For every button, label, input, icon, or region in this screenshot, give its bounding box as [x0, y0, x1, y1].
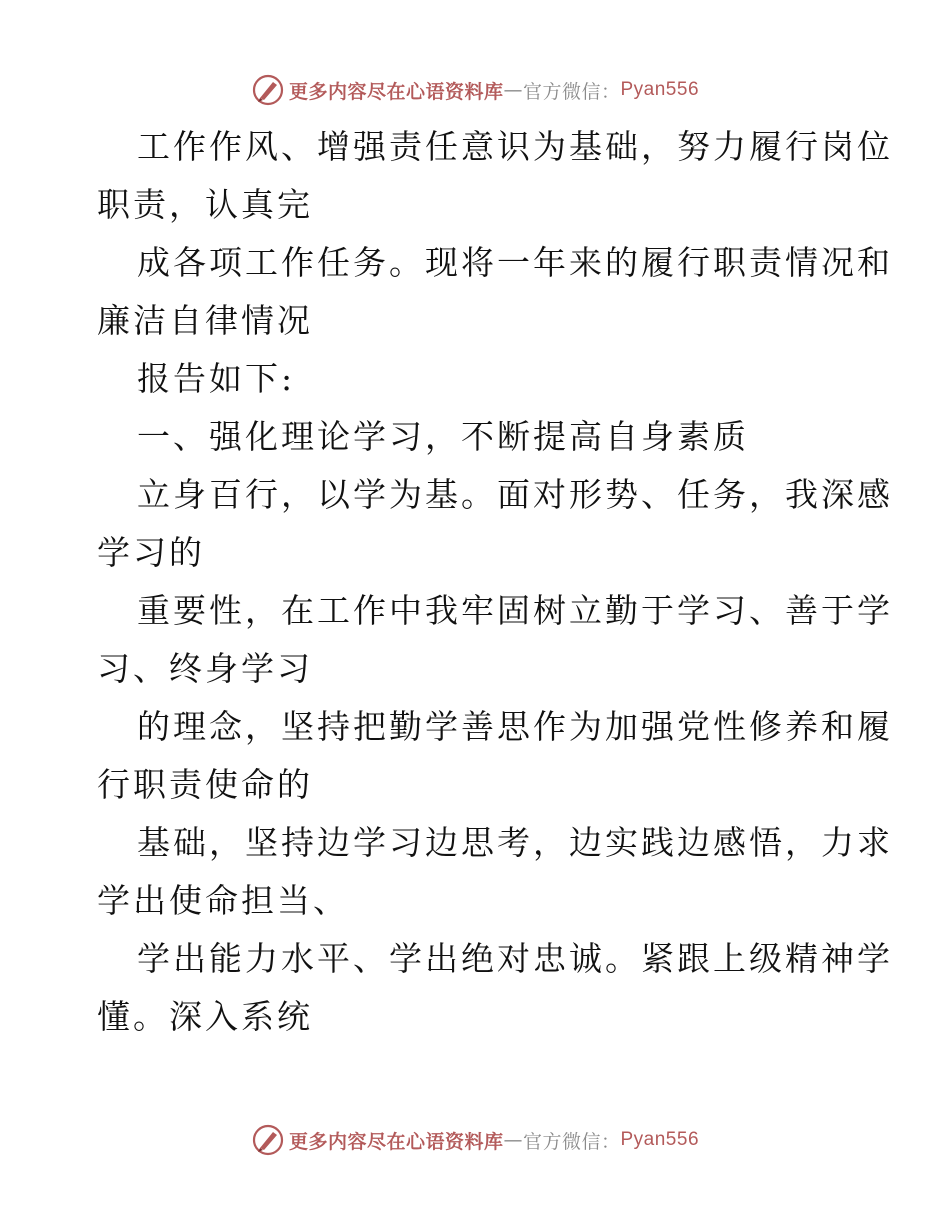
text-line: 行职责使命的 [97, 765, 313, 804]
quill-pen-icon [251, 73, 285, 107]
watermark-separator: — [503, 1129, 523, 1151]
text-line: 基础，坚持边学习边思考，边实践边感悟，力求 [137, 823, 893, 862]
section-heading: 一、强化理论学习，不断提高自身素质 [137, 417, 749, 456]
text-line: 成各项工作任务。现将一年来的履行职责情况和 [137, 243, 893, 282]
text-line: 职责，认真完 [97, 185, 313, 224]
text-line: 学出能力水平、学出绝对忠诚。紧跟上级精神学 [137, 939, 893, 978]
footer-watermark [0, 1120, 950, 1160]
text-line: 立身百行，以学为基。面对形势、任务，我深感 [137, 475, 893, 514]
text-line: 学出使命担当、 [97, 881, 349, 920]
watermark-id: Pyan556 [620, 1129, 700, 1150]
text-line: 廉洁自律情况 [97, 301, 313, 340]
watermark-main-text: 更多内容尽在心语资料库 [288, 1130, 504, 1153]
watermark-id: Pyan556 [620, 79, 700, 100]
text-line: 学习的 [97, 533, 205, 572]
text-line: 报告如下: [137, 359, 296, 398]
text-line: 工作作风、增强责任意识为基础，努力履行岗位 [137, 127, 893, 166]
header-watermark [0, 70, 950, 110]
text-line: 重要性，在工作中我牢固树立勤于学习、善于学 [137, 591, 893, 630]
text-line: 的理念，坚持把勤学善思作为加强党性修养和履 [137, 707, 893, 746]
watermark-label: 官方微信： [522, 80, 621, 103]
text-line: 懂。深入系统 [97, 997, 313, 1036]
watermark-main-text: 更多内容尽在心语资料库 [288, 80, 504, 103]
text-line: 习、终身学习 [97, 649, 313, 688]
document-body [97, 118, 893, 1046]
quill-pen-icon [251, 1123, 285, 1157]
watermark-separator: — [503, 79, 523, 101]
watermark-label: 官方微信： [522, 1130, 621, 1153]
